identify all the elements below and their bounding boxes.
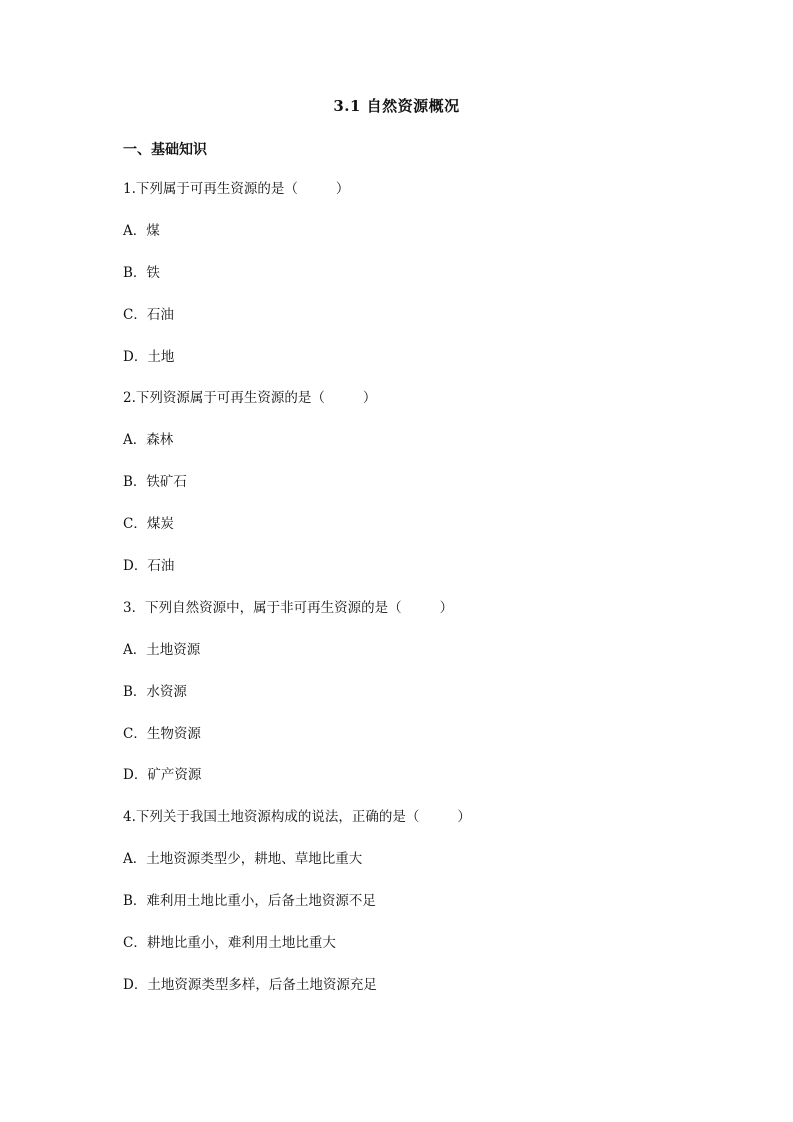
question-stem-text: 3．下列自然资源中，属于非可再生资源的是（ (123, 599, 402, 616)
option-item: D．土地资源类型多样，后备土地资源充足 (123, 976, 377, 993)
question-stem (123, 598, 683, 640)
question-stem (123, 388, 683, 430)
question-stem-text: 2.下列资源属于可再生资源的是（ (123, 390, 325, 407)
question-stem-text: 1.下列属于可再生资源的是（ (123, 181, 298, 197)
option-item: A．土地资源类型少，耕地、草地比重大 (123, 851, 363, 868)
option-item: D．石油 (123, 558, 175, 575)
option-item: B．水资源 (123, 683, 187, 700)
question-stem-close: ） (335, 181, 350, 197)
option-item: D．矿产资源 (123, 767, 202, 784)
option-item: C．生物资源 (123, 725, 201, 742)
question-list (123, 179, 683, 1017)
option-item: C．煤炭 (123, 516, 174, 533)
question-stem-text: 4.下列关于我国土地资源构成的说法，正确的是（ (123, 809, 420, 826)
question-stem-close: ） (439, 599, 454, 616)
question-stem (123, 807, 683, 849)
question-stem (123, 179, 683, 221)
option-item: B．难利用土地比重小，后备土地资源不足 (123, 893, 376, 910)
option-item: A．煤 (123, 222, 160, 239)
question-stem-close: ） (362, 390, 377, 407)
option-item: C．耕地比重小，难利用土地比重大 (123, 935, 336, 952)
question-stem-close: ） (457, 809, 471, 826)
option-item: B．铁矿石 (123, 474, 187, 491)
option-item: B．铁 (123, 264, 160, 281)
option-item: C．石油 (123, 306, 174, 323)
option-item: A．森林 (123, 432, 174, 449)
option-item: D．土地 (123, 348, 175, 365)
section-heading: 一、基础知识 (123, 142, 207, 158)
option-item: A．土地资源 (123, 641, 201, 658)
page-title: 3.1 自然资源概况 (333, 97, 460, 115)
